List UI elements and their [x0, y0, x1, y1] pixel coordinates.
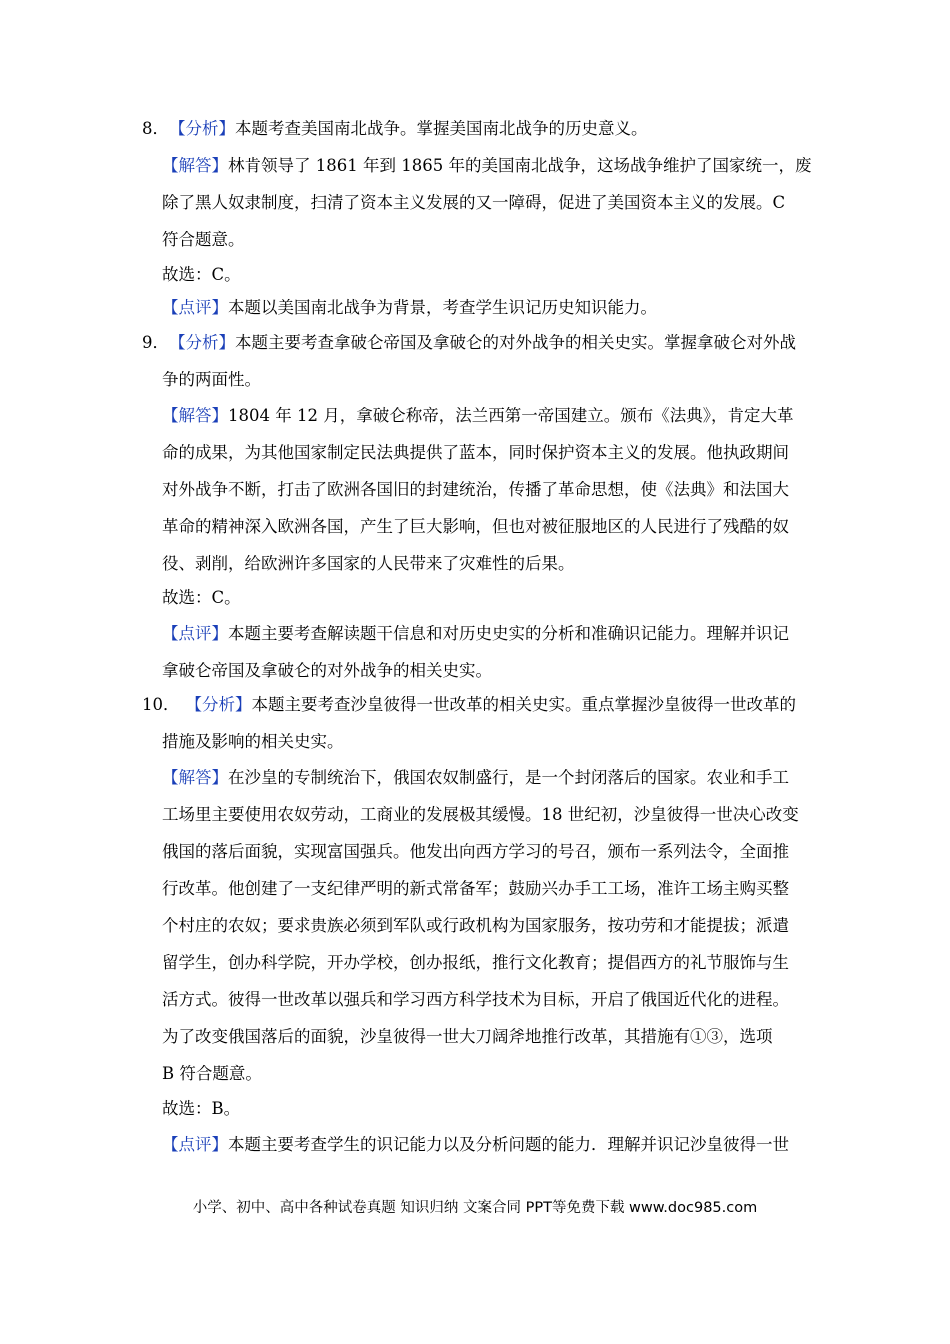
q9-choice: 故选：C。 [162, 588, 241, 607]
q9-comment-line-1 [162, 624, 789, 644]
q10-answer-text: 在沙皇的专制统治下，俄国农奴制盛行，是一个封闭落后的国家。农业和手工 [228, 768, 789, 787]
q10-answer-line-6: 留学生，创办科学院，开办学校，创办报纸，推行文化教育；提倡西方的礼节服饰与生 [162, 953, 789, 972]
q9-answer-text: 1804 年 12 月，拿破仑称帝，法兰西第一帝国建立。颁布《法典》，肯定大革 [228, 406, 794, 425]
q10-number: 10． [142, 695, 180, 714]
q9-number: 9． [142, 333, 169, 352]
q8-comment-tag: 【点评】 [162, 298, 228, 317]
q10-analysis-tag: 【分析】 [185, 695, 252, 714]
q8-answer-text: 林肯领导了 1861 年到 1865 年的美国南北战争，这场战争维护了国家统一，废 [228, 156, 812, 175]
q10-answer-line-2: 工场里主要使用农奴劳动，工商业的发展极其缓慢。18 世纪初，沙皇彼得一世决心改变 [162, 805, 799, 824]
q9-analysis-line-2: 争的两面性。 [162, 370, 261, 389]
q8-analysis-text: 本题考查美国南北战争。掌握美国南北战争的历史意义。 [235, 119, 648, 138]
q10-comment-line [162, 1135, 789, 1155]
q9-answer-line-1 [162, 406, 793, 426]
q10-answer-line-3: 俄国的落后面貌，实现富国强兵。他发出向西方学习的号召，颁布一系列法令，全面推 [162, 842, 789, 861]
q8-answer-tag: 【解答】 [162, 156, 228, 175]
q8-comment-text: 本题以美国南北战争为背景，考查学生识记历史知识能力。 [228, 298, 657, 317]
q9-analysis-line-1 [142, 333, 796, 353]
q10-answer-line-8: 为了改变俄国落后的面貌，沙皇彼得一世大刀阔斧地推行改革，其措施有①③，选项 [162, 1027, 773, 1046]
q9-answer-line-4: 革命的精神深入欧洲各国，产生了巨大影响，但也对被征服地区的人民进行了残酷的奴 [162, 517, 789, 536]
q8-number: 8． [142, 119, 169, 138]
page-footer: 小学、初中、高中各种试卷真题 知识归纳 文案合同 PPT等免费下载 www.doc985.com [192, 1200, 758, 1216]
q9-comment-tag: 【点评】 [162, 624, 228, 643]
q9-analysis-text: 本题主要考查拿破仑帝国及拿破仑的对外战争的相关史实。掌握拿破仑对外战 [235, 333, 796, 352]
q10-comment-text: 本题主要考查学生的识记能力以及分析问题的能力．理解并识记沙皇彼得一世 [228, 1135, 789, 1154]
q8-answer-line-2: 除了黑人奴隶制度，扫清了资本主义发展的又一障碍，促进了美国资本主义的发展。C [162, 193, 786, 212]
q10-analysis-line-2: 措施及影响的相关史实。 [162, 732, 344, 751]
q10-analysis-text: 本题主要考查沙皇彼得一世改革的相关史实。重点掌握沙皇彼得一世改革的 [251, 695, 796, 714]
q10-comment-tag: 【点评】 [162, 1135, 228, 1154]
q9-comment-line-2: 拿破仑帝国及拿破仑的对外战争的相关史实。 [162, 661, 492, 680]
q9-answer-line-5: 役、剥削，给欧洲许多国家的人民带来了灾难性的后果。 [162, 554, 575, 573]
q9-answer-tag: 【解答】 [162, 406, 228, 425]
q10-answer-line-5: 个村庄的农奴；要求贵族必须到军队或行政机构为国家服务，按功劳和才能提拔；派遣 [162, 916, 789, 935]
q9-answer-line-2: 命的成果，为其他国家制定民法典提供了蓝本，同时保护资本主义的发展。他执政期间 [162, 443, 789, 462]
q10-analysis-line-1 [142, 695, 796, 715]
q9-comment-text: 本题主要考查解读题干信息和对历史史实的分析和准确识记能力。理解并识记 [228, 624, 789, 643]
q10-answer-line-1 [162, 768, 789, 788]
q10-answer-line-7: 活方式。彼得一世改革以强兵和学习西方科学技术为目标，开启了俄国近代化的进程。 [162, 990, 789, 1009]
q9-analysis-tag: 【分析】 [169, 333, 235, 352]
q8-analysis-line [142, 119, 648, 139]
q8-answer-line-1 [162, 156, 811, 176]
q8-analysis-tag: 【分析】 [169, 119, 235, 138]
q10-answer-tag: 【解答】 [162, 768, 228, 787]
q10-answer-line-9: B 符合题意。 [162, 1064, 262, 1083]
q8-choice: 故选：C。 [162, 265, 241, 284]
q8-comment-line [162, 298, 657, 318]
q9-answer-line-3: 对外战争不断，打击了欧洲各国旧的封建统治，传播了革命思想，使《法典》和法国大 [162, 480, 789, 499]
q10-answer-line-4: 行改革。他创建了一支纪律严明的新式常备军；鼓励兴办手工工场，准许工场主购买整 [162, 879, 789, 898]
q8-answer-line-3: 符合题意。 [162, 230, 245, 249]
q10-choice: 故选：B。 [162, 1099, 241, 1118]
